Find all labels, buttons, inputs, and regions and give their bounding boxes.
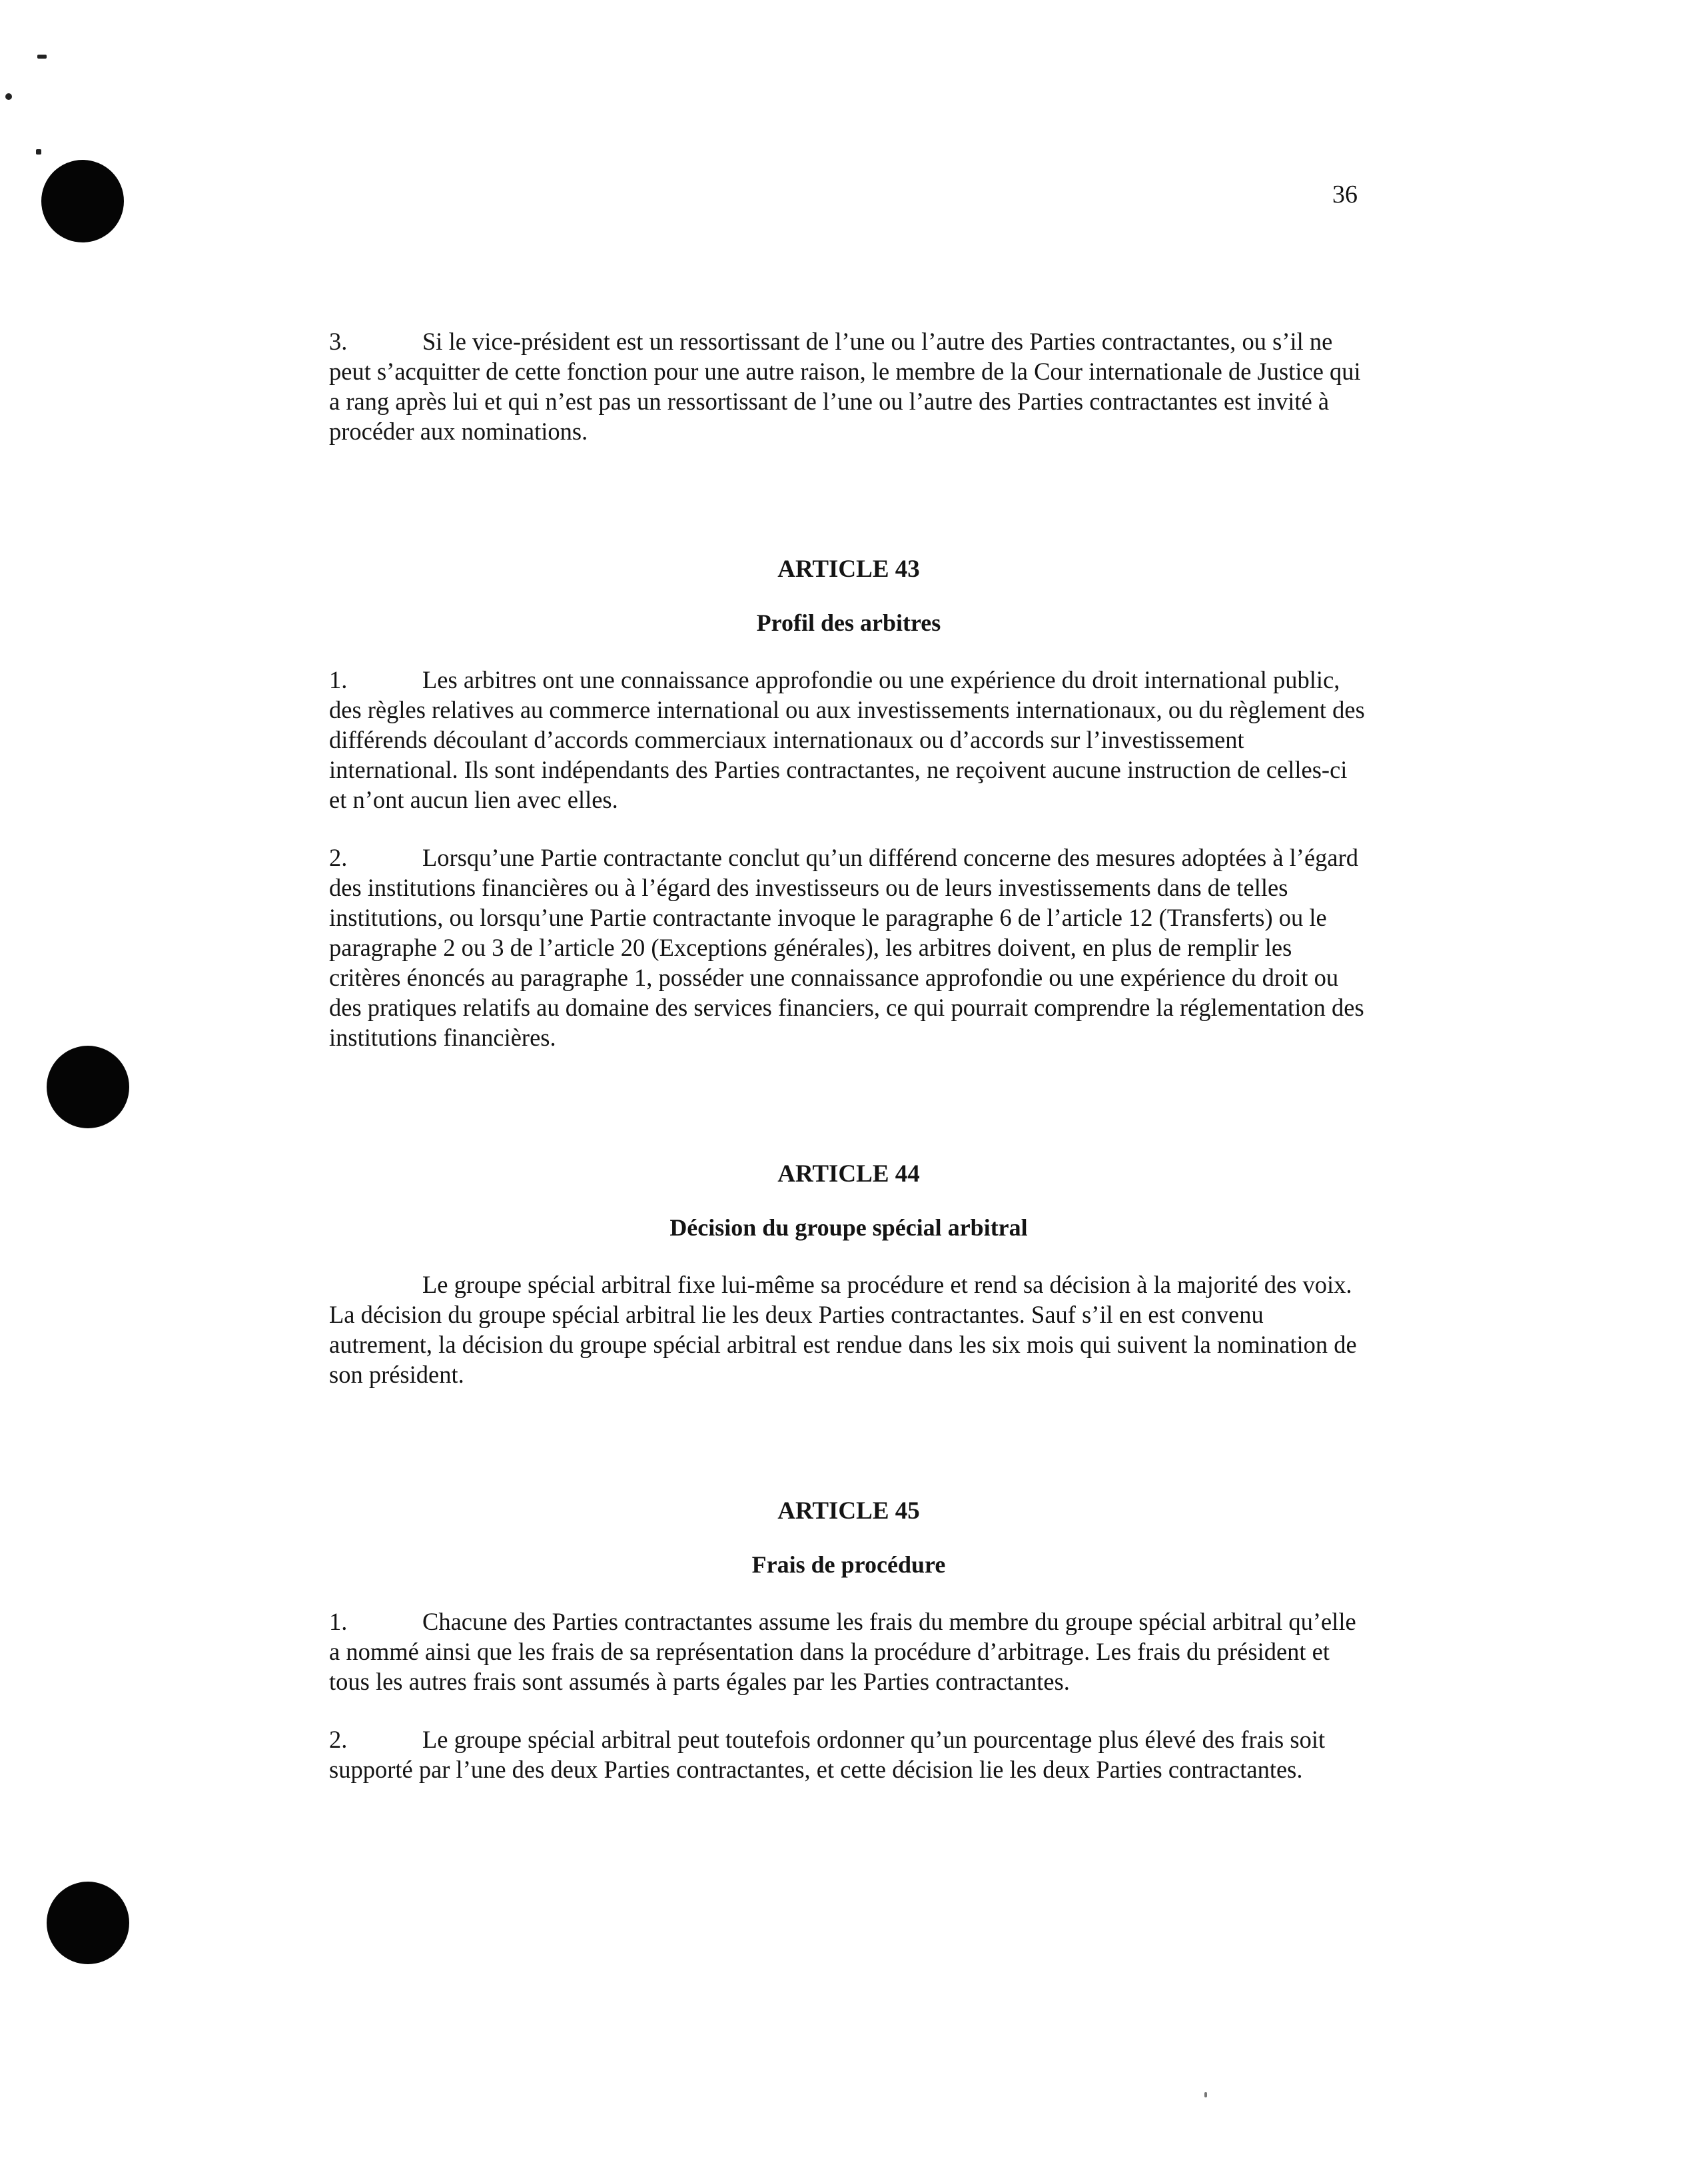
paragraph-text: Chacune des Parties contractantes assume les frais du membre du groupe spécial arbitral qu’elle a nommé ainsi que les frais de sa représentation dans la procédure d’arbitrage. Les frais du président et tous les autres frais sont assumés à parts égales par les Parties contractantes. (329, 1608, 1356, 1695)
paragraph (329, 1724, 1368, 1784)
paragraph-number: 3. (329, 328, 348, 355)
scan-speck (37, 55, 47, 59)
article-heading: ARTICLE 44 (777, 1160, 920, 1188)
paragraph (329, 843, 1368, 1052)
article-45 (329, 1496, 1368, 1580)
page-number: 36 (1332, 181, 1358, 208)
paragraph (329, 1270, 1368, 1389)
article-subtitle: Frais de procédure (751, 1551, 946, 1578)
article-43 (329, 554, 1368, 638)
paragraph-number: 2. (329, 844, 348, 871)
paragraph-text: Le groupe spécial arbitral fixe lui-même sa procédure et rend sa décision à la majorité des voix. La décision du groupe spécial arbitral lie les deux Parties contractantes. Sauf s’il en est convenu autrement, la décision du groupe spécial arbitral est rendue dans les six mois qui suivent la nomination de son président. (329, 1271, 1357, 1388)
article-subtitle: Profil des arbitres (756, 609, 941, 636)
punch-hole (41, 160, 124, 242)
punch-hole (47, 1046, 129, 1128)
paragraph (329, 326, 1368, 446)
paragraph-number: 2. (329, 1726, 348, 1753)
article-heading: ARTICLE 45 (777, 1497, 920, 1525)
paragraph-number: 1. (329, 666, 348, 693)
paragraph-text: Lorsqu’une Partie contractante conclut qu’un différend concerne des mesures adoptées à l’égard des institutions financières ou à l’égard des investisseurs ou de leurs investissements dans de telles institutions, ou lorsqu’une Partie contractante invoque le paragraphe 6 de l’article 12 (Transferts) ou le paragraphe 2 ou 3 de l’article 20 (Exceptions générales), les arbitres doivent, en plus de remplir les critères énoncés au paragraphe 1, posséder une connaissance approfondie ou une expérience du droit ou des pratiques relatifs au domaine des services financiers, ce qui pourrait comprendre la réglementation des institutions financières. (329, 844, 1364, 1051)
paragraph-text: Les arbitres ont une connaissance approfondie ou une expérience du droit international public, des règles relatives au commerce international ou aux investissements internationaux, ou du règlement des différends découlant d’accords commerciaux internationaux ou d’accords sur l’investissement international. Ils sont indépendants des Parties contractantes, ne reçoivent aucune instruction de celles-ci et n’ont aucun lien avec elles. (329, 666, 1365, 813)
paragraph-number: 1. (329, 1608, 348, 1635)
paragraph-text: Si le vice-président est un ressortissant de l’une ou l’autre des Parties contractantes, ou s’il ne peut s’acquitter de cette fonction pour une autre raison, le membre de la Cour internationale de Justice qui a rang après lui et qui n’est pas un ressortissant de l’une ou l’autre des Parties contractantes est invité à procéder aux nominations. (329, 328, 1361, 445)
punch-hole (47, 1882, 129, 1964)
article-44 (329, 1159, 1368, 1243)
article-subtitle: Décision du groupe spécial arbitral (669, 1214, 1028, 1241)
scan-speck (1204, 2092, 1207, 2097)
paragraph (329, 665, 1368, 815)
scan-speck (5, 93, 12, 100)
document-body (329, 326, 1368, 1812)
article-heading: ARTICLE 43 (777, 555, 920, 583)
paragraph-text: Le groupe spécial arbitral peut toutefois ordonner qu’un pourcentage plus élevé des frais soit supporté par l’une des deux Parties contractantes, et cette décision lie les deux Parties contractantes. (329, 1726, 1326, 1783)
scan-speck (36, 149, 41, 155)
paragraph (329, 1607, 1368, 1696)
